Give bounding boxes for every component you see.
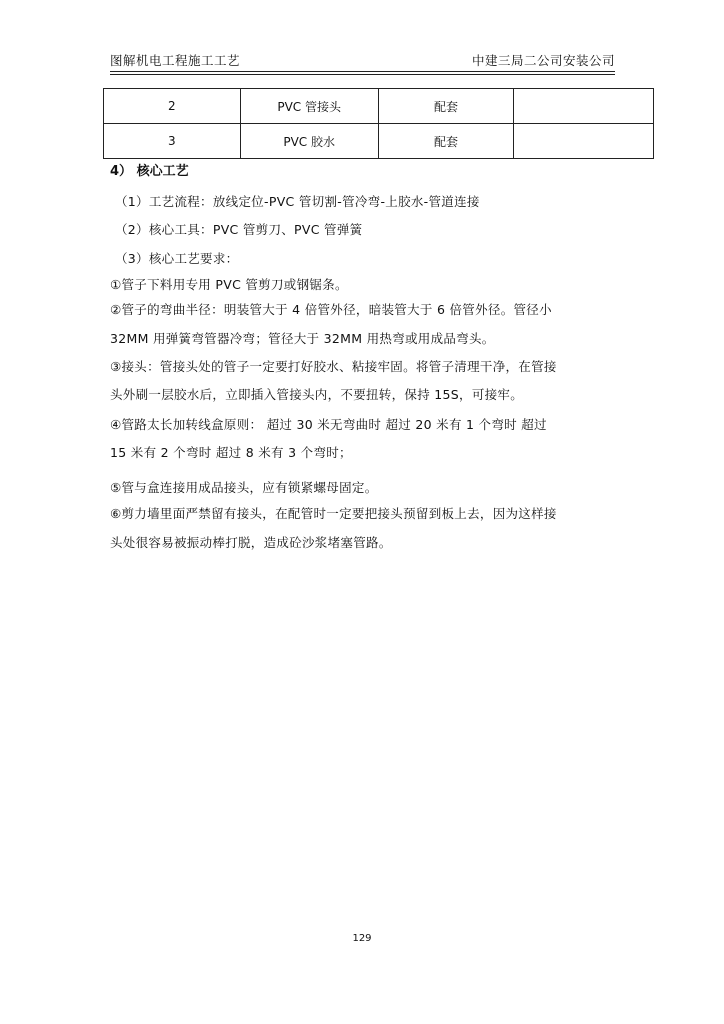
table-cell-note	[514, 124, 654, 159]
table-cell-name: PVC 管接头	[240, 89, 378, 124]
table-cell-spec: 配套	[378, 89, 514, 124]
page-number: 129	[352, 933, 372, 944]
requirement-line: ⑥剪力墙里面严禁留有接头，在配管时一定要把接头预留到板上去，因为这样接	[110, 506, 557, 521]
header-company: 中建三局二公司安装公司	[471, 53, 615, 68]
requirement-line: ⑤管与盒连接用成品接头，应有锁紧螺母固定。	[110, 480, 378, 495]
process-flow-item: （1）工艺流程：放线定位-PVC 管切割-管冷弯-上胶水-管道连接	[115, 194, 480, 209]
requirement-line: ④管路太长加转线盒原则： 超过 30 米无弯曲时 超过 20 米有 1 个弯时 超过	[110, 417, 547, 432]
requirement-line: ②管子的弯曲半径：明装管大于 4 倍管外径，暗装管大于 6 倍管外径。管径小	[110, 302, 552, 317]
page-header	[110, 52, 615, 70]
requirements-heading: （3）核心工艺要求：	[115, 251, 239, 266]
table-row	[104, 124, 654, 159]
section-heading: 4） 核心工艺	[110, 164, 189, 179]
table-cell-index: 3	[104, 124, 241, 159]
table-cell-note	[514, 89, 654, 124]
requirement-line: 头处很容易被振动棒打脱，造成砼沙浆堵塞管路。	[110, 535, 392, 550]
header-rule-thin	[110, 74, 615, 75]
requirement-line: 头外刷一层胶水后，立即插入管接头内，不要扭转，保持 15S，可接牢。	[110, 387, 524, 402]
materials-table	[103, 88, 654, 159]
table-cell-name: PVC 胶水	[240, 124, 378, 159]
table-cell-spec: 配套	[378, 124, 514, 159]
requirement-line: 32MM 用弹簧弯管器冷弯；管径大于 32MM 用热弯或用成品弯头。	[110, 331, 495, 346]
header-rule	[110, 71, 615, 72]
table-cell-index: 2	[104, 89, 241, 124]
requirement-line: ①管子下料用专用 PVC 管剪刀或钢锯条。	[110, 277, 348, 292]
table-row	[104, 89, 654, 124]
requirement-line: ③接头：管接头处的管子一定要打好胶水、粘接牢固。将管子清理干净，在管接	[110, 359, 557, 374]
core-tools-item: （2）核心工具：PVC 管剪刀、PVC 管弹簧	[115, 222, 363, 237]
requirement-line: 15 米有 2 个弯时 超过 8 米有 3 个弯时；	[110, 445, 352, 460]
header-title: 图解机电工程施工工艺	[110, 53, 241, 68]
